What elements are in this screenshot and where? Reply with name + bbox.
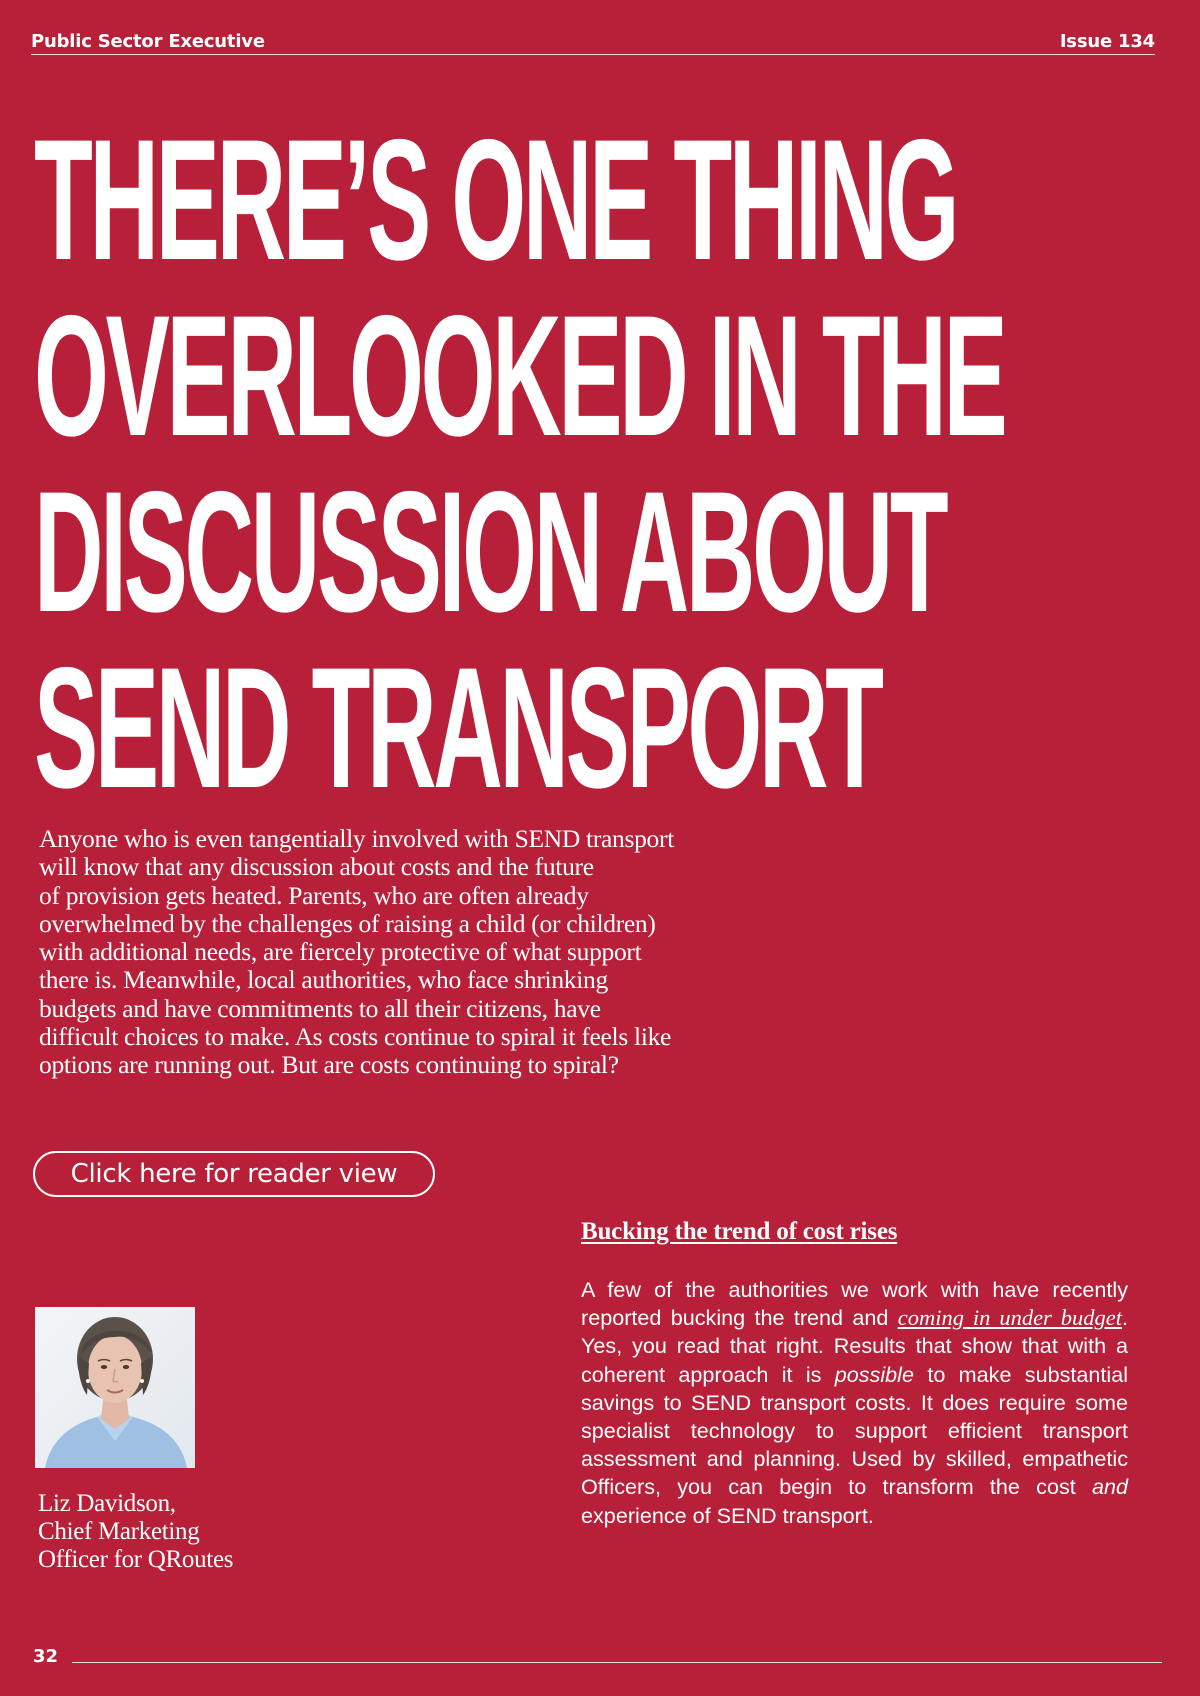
author-title: Officer for QRoutes [38,1546,234,1573]
section-body [581,1276,1128,1530]
intro-line: with additional needs, are fiercely protective of what support [39,937,642,967]
emphasis-possible: possible [834,1361,914,1387]
article-headline [34,104,1005,824]
coming-in-under-budget-link[interactable]: coming in under budget [897,1305,1122,1331]
headline-line: THERE’S ONE THING [34,104,957,296]
section-heading: Bucking the trend of cost rises [581,1218,898,1245]
author-portrait-image [35,1307,195,1468]
emphasis-and: and [1091,1474,1128,1500]
publication-name: Public Sector Executive [31,31,265,52]
author-name: Liz Davidson, [38,1490,176,1517]
intro-line: options are running out. But are costs continuing to spiral? [39,1050,619,1080]
intro-line: difficult choices to make. As costs continue to spiral it feels like [39,1022,672,1052]
body-text-segment: . Yes, you read that right. Results that show that with a coherent approach it is [581,1305,1128,1387]
intro-line: overwhelmed by the challenges of raising a child (or children) [39,908,656,938]
issue-number: Issue 134 [1059,31,1155,52]
footer-divider [72,1662,1162,1663]
page-number: 32 [33,1646,59,1667]
headline-line: DISCUSSION ABOUT [34,456,946,648]
author-caption [38,1490,233,1574]
intro-line: Anyone who is even tangentially involved with SEND transport [39,824,674,853]
body-text-segment: experience of SEND transport. [581,1502,874,1528]
reader-view-button[interactable]: Click here for reader view [33,1151,435,1197]
headline-line: OVERLOOKED IN THE [34,280,1005,472]
intro-paragraph [39,825,779,1080]
intro-line: will know that any discussion about costs and the future [39,852,594,882]
author-title: Chief Marketing [38,1518,200,1545]
header-bar [31,28,1155,55]
author-photo [35,1307,195,1468]
intro-line: there is. Meanwhile, local authorities, who face shrinking [39,965,608,995]
body-text-segment: A few of the authorities we work with have recently reported bucking the trend and [581,1277,1128,1331]
headline-line: SEND TRANSPORT [34,632,881,824]
body-text-segment: to make substantial savings to SEND transport costs. It does require some specialist technology to support efficient transport assessment and planning. Used by skilled, empathetic Officers, you can begin to transform the cost [581,1361,1129,1500]
intro-line: budgets and have commitments to all their citizens, have [39,993,601,1023]
intro-line: of provision gets heated. Parents, who are often already [39,880,589,910]
